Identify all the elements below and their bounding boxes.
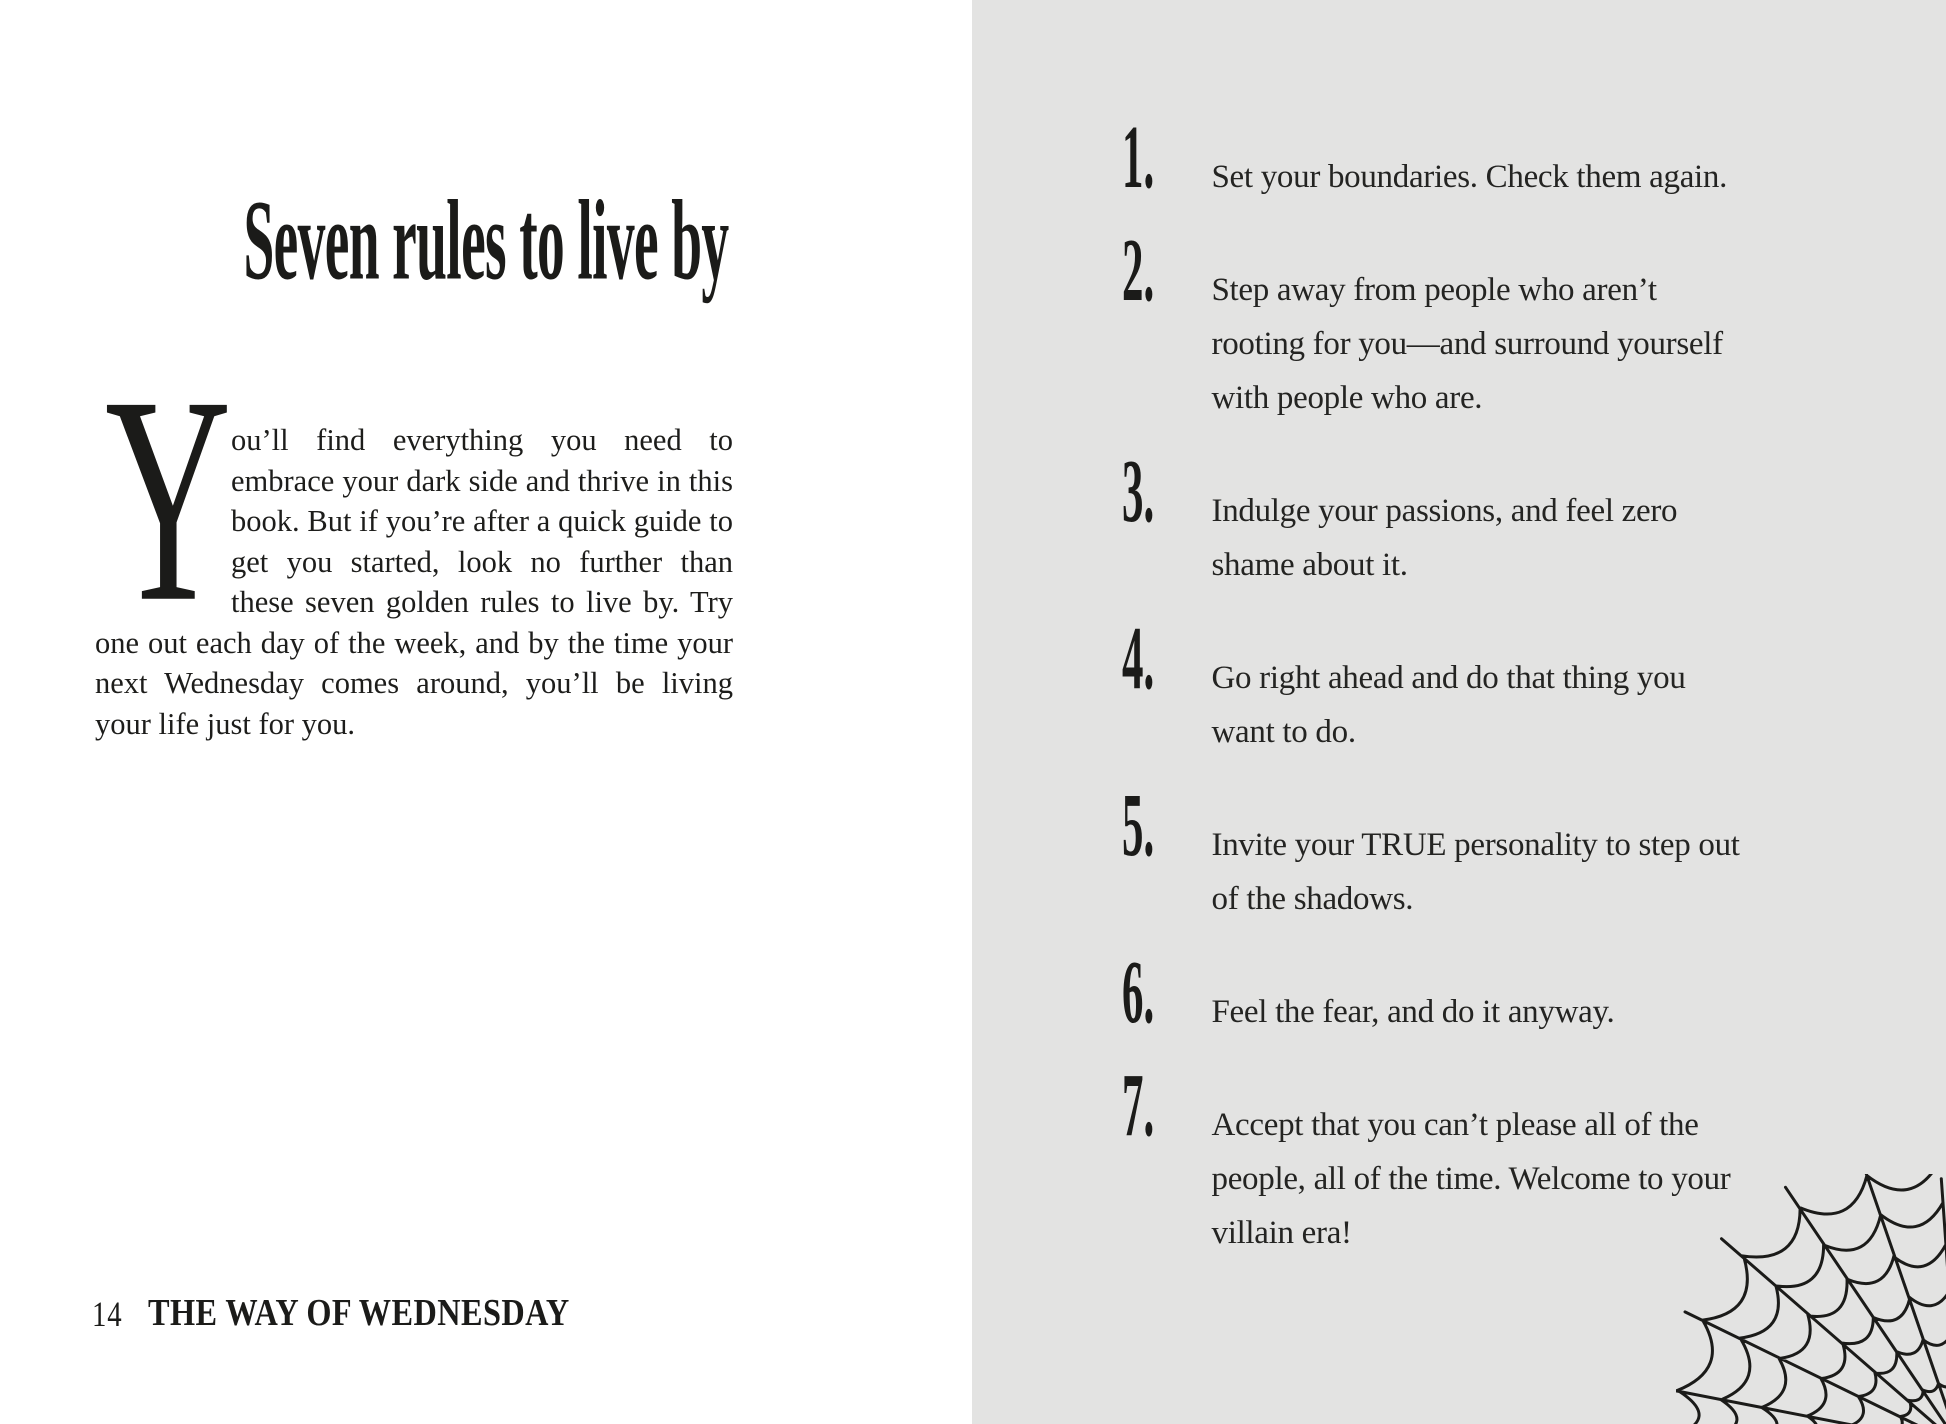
right-page [972,0,1946,1424]
rule-number: 1. [1122,106,1155,207]
rule-text: Go right ahead and do that thing you want to do. [1211,660,1686,750]
rule-item [1122,106,1742,207]
left-page [0,0,972,1424]
rule-item [1122,219,1742,425]
spider-web-icon [1676,1174,1946,1424]
rule-item [1122,941,1742,1042]
rule-text: Step away from people who aren’t rooting for you—and surround yourself with people who are. [1211,272,1723,416]
rule-number: 3. [1122,440,1155,541]
page-number: 14 [92,1294,123,1334]
rule-text: Invite your TRUE personality to step out of the shadows. [1211,827,1740,917]
rule-number: 5. [1122,774,1155,875]
body-text: ou’ll find everything you need to embrace your dark side and thrive in this book. But if you’re after a quick guide to get you started, look no further than these seven golden rules to live by. Try one out each day of the week, and by the time your next Wednesday comes around, you’ll be living your life just for you. [95,423,733,741]
rule-item [1122,774,1742,926]
body-paragraph [95,335,733,744]
rule-text: Feel the fear, and do it anyway. [1211,994,1615,1030]
page-footer [92,1294,644,1332]
running-title: THE WAY OF WEDNESDAY [148,1292,570,1334]
chapter-title-wrap [0,176,972,305]
rule-text: Accept that you can’t please all of the people, all of the time. Welcome to your villain era! [1211,1107,1731,1251]
rule-number: 2. [1122,219,1155,320]
rule-text: Indulge your passions, and feel zero shame about it. [1211,493,1678,583]
chapter-title: Seven rules to live by [243,178,729,305]
rule-text: Set your boundaries. Check them again. [1211,159,1728,195]
rule-item [1122,440,1742,592]
rule-item [1122,607,1742,759]
rule-number: 4. [1122,607,1155,708]
rules-list [1122,106,1742,1303]
rule-number: 6. [1122,941,1155,1042]
rule-item [1122,1054,1742,1260]
rule-number: 7. [1122,1054,1155,1155]
drop-cap: Y [105,335,232,663]
